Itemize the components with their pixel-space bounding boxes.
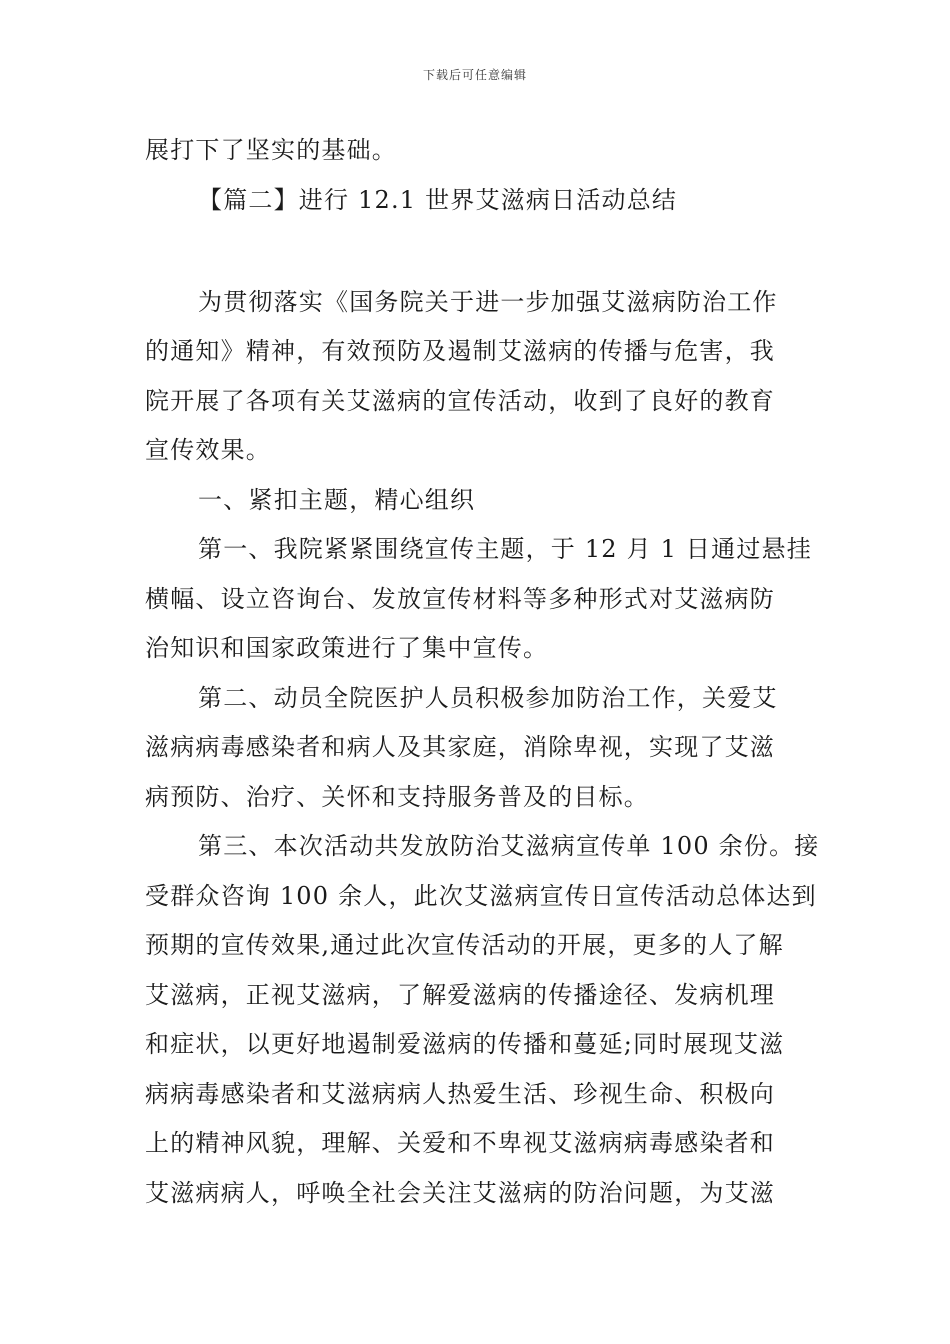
- text-line: 第二、动员全院医护人员积极参加防治工作，关爱艾: [198, 683, 778, 712]
- subheading: 一、紧扣主题，精心组织: [198, 485, 476, 514]
- text-line: 治知识和国家政策进行了集中宣传。: [145, 634, 549, 662]
- text-line: 艾滋病，正视艾滋病，了解爱滋病的传播途径、发病机理: [145, 980, 775, 1009]
- text-line: 横幅、设立咨询台、发放宣传材料等多种形式对艾滋病防: [145, 584, 775, 613]
- text-line: 的通知》精神，有效预防及遏制艾滋病的传播与危害，我: [145, 337, 775, 365]
- text-line: 预期的宣传效果,通过此次宣传活动的开展，更多的人了解: [145, 931, 784, 959]
- text-line: 第三、本次活动共发放防治艾滋病宣传单 100 余份。接: [198, 832, 820, 860]
- section-heading: 【篇二】进行 12.1 世界艾滋病日活动总结: [198, 185, 678, 214]
- text-line: 上的精神风貌，理解、关爱和不卑视艾滋病病毒感染者和: [145, 1129, 775, 1157]
- page-header: 下载后可任意编辑: [422, 68, 527, 82]
- document-body: [145, 126, 820, 1218]
- text-line: 艾滋病病人，呼唤全社会关注艾滋病的防治问题，为艾滋: [145, 1178, 775, 1207]
- text-line: 展打下了坚实的基础。: [145, 136, 397, 164]
- text-line: 第一、我院紧紧围绕宣传主题，于 12 月 1 日通过悬挂: [198, 535, 812, 563]
- text-line: 宣传效果。: [145, 436, 271, 464]
- text-line: 病病毒感染者和艾滋病病人热爱生活、珍视生命、积极向: [145, 1079, 775, 1108]
- text-line: 滋病病毒感染者和病人及其家庭，消除卑视，实现了艾滋: [145, 733, 775, 761]
- text-line: 病预防、治疗、关怀和支持服务普及的目标。: [145, 782, 649, 811]
- text-line: 和症状，以更好地遏制爱滋病的传播和蔓延;同时展现艾滋: [145, 1030, 785, 1058]
- text-line: 受群众咨询 100 余人，此次艾滋病宣传日宣传活动总体达到: [145, 881, 817, 910]
- blank-line: [145, 225, 810, 275]
- text-line: 为贯彻落实《国务院关于进一步加强艾滋病防治工作: [198, 287, 778, 316]
- text-line: 院开展了各项有关艾滋病的宣传活动，收到了良好的教育: [145, 386, 775, 415]
